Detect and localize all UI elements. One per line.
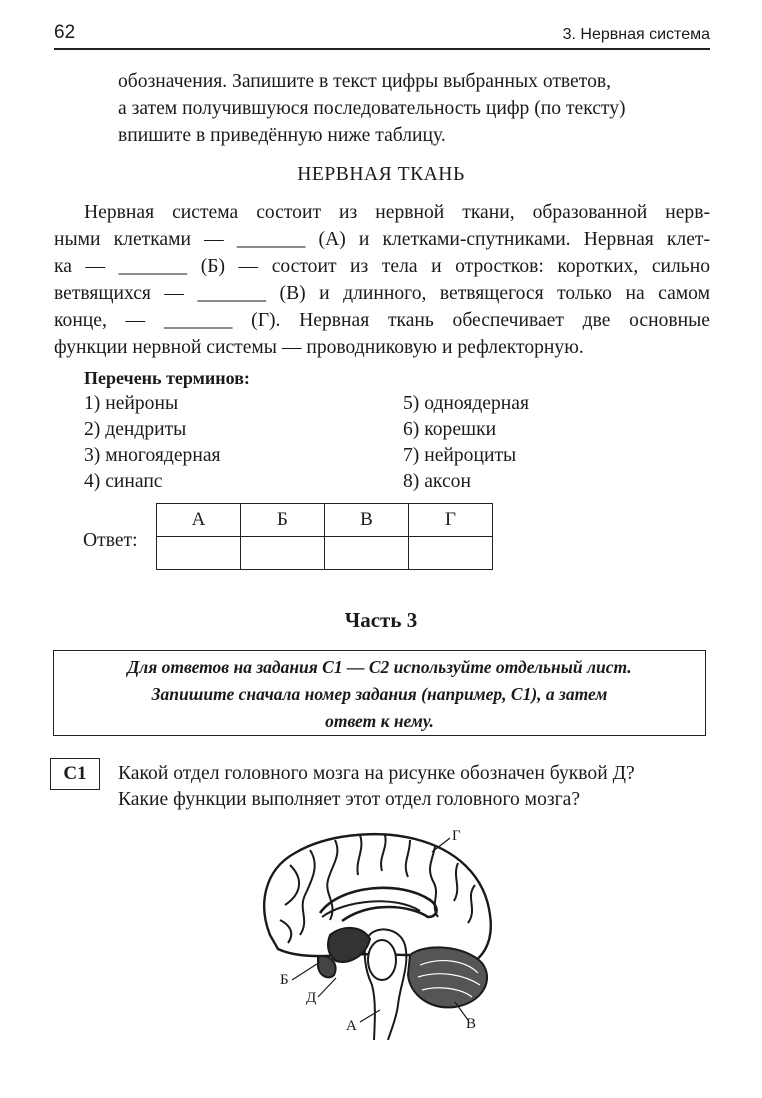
- question-line: Какие функции выполняет этот отдел головного мозга?: [118, 789, 581, 810]
- part3-title: Часть 3: [344, 608, 418, 632]
- text-line: ка — _______ (Б) — состоит из тела и отростков: коротких, сильно: [54, 256, 710, 277]
- figure-label-v: В: [466, 1016, 477, 1032]
- text-line: ными клетками — _______ (А) и клетками-спутниками. Нервная клет-: [54, 229, 710, 250]
- term-item: 1) нейроны: [84, 393, 179, 414]
- term-item: 2) дендриты: [84, 419, 187, 440]
- text-line: Нервная система состоит из нервной ткани, образованной нерв-: [84, 202, 710, 223]
- answer-col-a: А: [157, 504, 241, 537]
- instruction-line: Для ответов на задания С1 — С2 используйте отдельный лист.: [127, 657, 632, 677]
- term-item: 3) многоядерная: [84, 445, 221, 466]
- figure-label-g: Г: [452, 828, 461, 844]
- answer-col-g: Г: [409, 504, 493, 537]
- figure-label-b: Б: [280, 972, 289, 988]
- answer-col-b: Б: [241, 504, 325, 537]
- page-number: 62: [54, 22, 76, 43]
- answer-col-v: В: [325, 504, 409, 537]
- intro-line: а затем получившуюся последовательность цифр (по тексту): [118, 98, 626, 119]
- figure-label-a: А: [346, 1018, 357, 1034]
- intro-line: впишите в приведённую ниже таблицу.: [118, 125, 446, 146]
- text-line: конце, — _______ (Г). Нервная ткань обеспечивает две основные: [54, 310, 710, 331]
- term-item: 7) нейроциты: [403, 445, 517, 466]
- question-line: Какой отдел головного мозга на рисунке обозначен буквой Д?: [118, 763, 635, 784]
- term-item: 5) одноядерная: [403, 393, 530, 414]
- terms-title: Перечень терминов:: [84, 368, 250, 388]
- instruction-line: Запишите сначала номер задания (например, С1), а затем: [151, 684, 608, 704]
- term-item: 6) корешки: [403, 419, 497, 440]
- section-title: НЕРВНАЯ ТКАНЬ: [297, 164, 465, 185]
- figure-label-d: Д: [306, 990, 317, 1006]
- text-line: ветвящихся — _______ (В) и длинного, ветвящегося только на самом: [54, 283, 710, 304]
- chapter-title: 3. Нервная система: [562, 26, 710, 43]
- intro-line: обозначения. Запишите в текст цифры выбранных ответов,: [118, 71, 612, 92]
- instruction-line: ответ к нему.: [325, 711, 434, 731]
- answer-label: Ответ:: [83, 530, 138, 551]
- text-line: функции нервной системы — проводниковую и рефлекторную.: [54, 337, 584, 358]
- term-item: 8) аксон: [403, 471, 471, 492]
- task-number: С1: [50, 758, 100, 790]
- term-item: 4) синапс: [84, 471, 163, 492]
